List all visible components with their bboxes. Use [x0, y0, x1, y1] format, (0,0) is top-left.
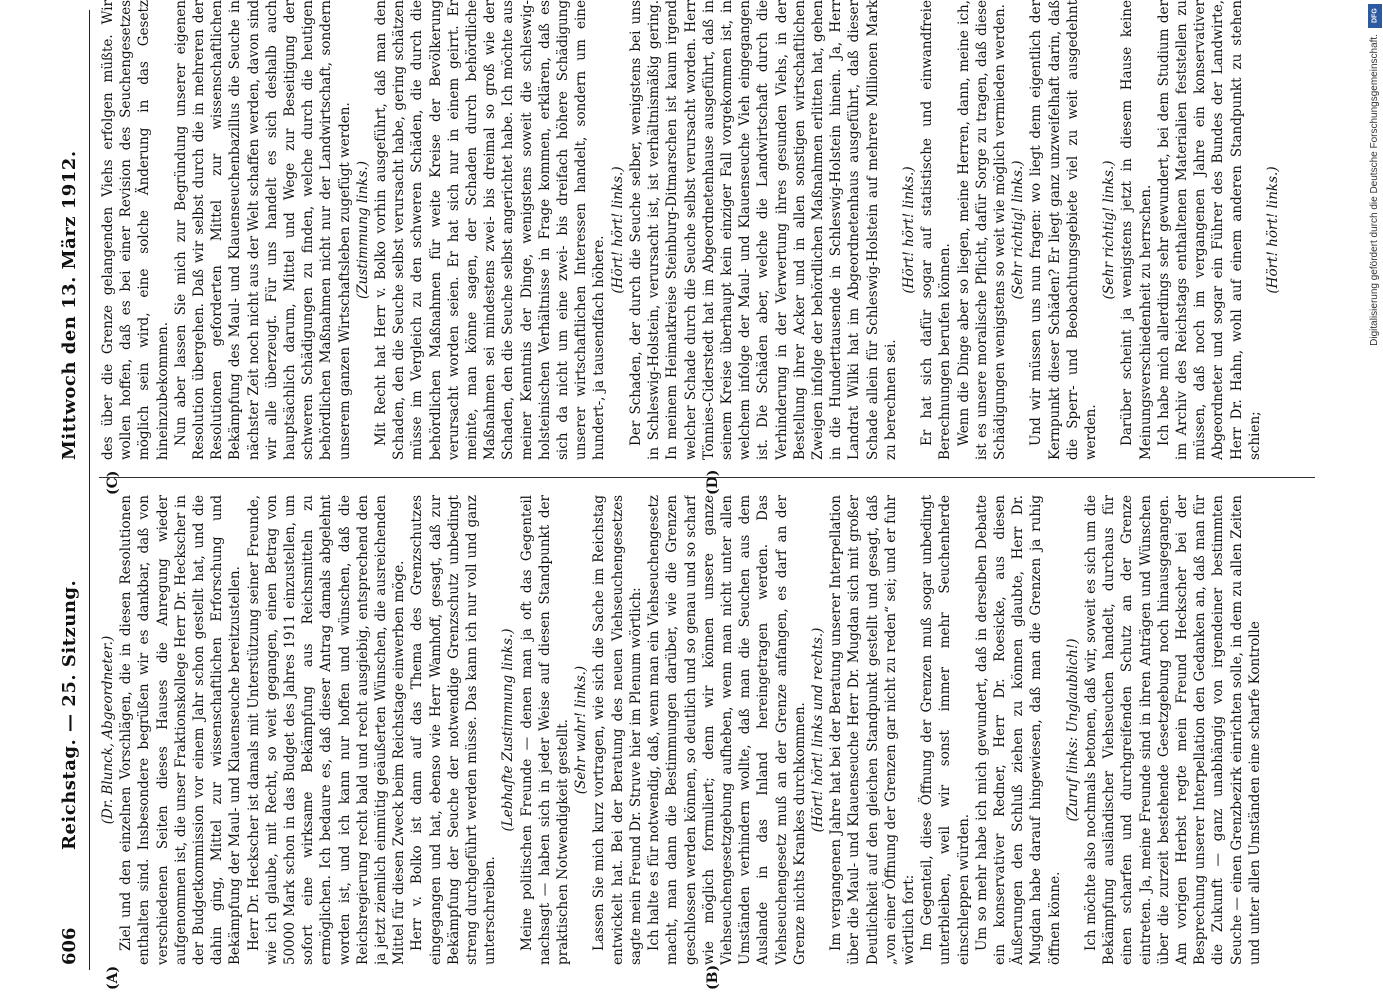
interjection: (Hört! hört! links.)	[609, 166, 626, 294]
paragraph: des über die Grenze gelangenden Viehs erfolgen müßte. Wir wollen hoffen, daß es bei einer Revision des Seuchengesetzes möglich sein wird, eine solche Änderung in das Gesetz hineinzubekommen.	[100, 0, 171, 460]
paragraph: Lassen Sie mich kurz vortragen, wie sich die Sache im Reichstag entwickelt hat. Bei der Beratung des neuen Viehseuchengesetzes sagte mein Freund Dr. Struve hier im Plenum wörtlich:	[591, 495, 644, 965]
interjection: (Sehr wahr! links.)	[573, 665, 590, 795]
margin-mark-a: (A)	[105, 965, 121, 990]
left-column	[99, 495, 1315, 965]
interjection: (Hört! hört! links.)	[1265, 166, 1281, 294]
interjection: (Lebhafte Zustimmung links.)	[500, 628, 517, 832]
paragraph: Meine politischen Freunde — denen man ja oft das Gegenteil nachsagt — haben sich in jeder Weise auf diesen Standpunkt der praktischen Notwendigkeit gestellt.	[518, 495, 572, 965]
digitization-note: Digitalisierung gefördert durch die Deutsche Forschungsgemeinschaft.	[1369, 34, 1380, 346]
interjection: (Zustimmung links.)	[354, 161, 371, 299]
margin-mark-c: (C)	[105, 470, 121, 495]
paragraph: Ziel und den einzelnen Vorschlägen, die in diesen Resolutionen enthalten sind. Insbesondere begrüßen wir es dankbar, daß von verschiedenen Seiten dieses Hauses die Anregung wieder aufgenommen ist, die unser Fraktionskollege Herr Dr. Heckscher in der Budgetkommission vor einem Jahr schon gestellt hat, und die dahin ging, Mittel zur wissenschaftlichen Erforschung und Bekämpfung der Maul- und Klauenseuche bereitzustellen.	[118, 495, 244, 965]
speaker-label: (Dr. Blunck, Abgeordneter.)	[100, 635, 116, 825]
paragraph: Ich habe mich allerdings sehr gewundert, bei dem Studium der im Archiv des Reichstags enthaltenen Materialien feststellen zu müssen, daß noch im vergangenen Jahre ein konservativer Abgeordneter und sogar ein Führer des Bundes der Landwirte, Herr Dr. Hahn, wohl auf einem anderen Standpunkt zu stehen schien;	[1155, 0, 1263, 460]
paragraph: Um so mehr habe ich mich gewundert, daß in derselben Debatte ein konservativer Redner, Herr Dr. Roesicke, aus diesen Äußerungen den Schluß ziehen zu können glaubte, Herr Dr. Mugdan habe darauf hingewiesen, daß man die Grenzen ja ruhig öffnen könne.	[973, 495, 1063, 965]
page-number: 606	[59, 927, 80, 965]
quotation: Ich halte es für notwendig, daß, wenn man ein Viehseuchengesetz macht, man dann die Bestimmungen darüber, wie die Grenzen geschlossen werden können, so deutlich und so genau und so scharf wie möglich formuliert; denn wir können unsere ganze Viehseuchengesetzgebung aufheben, wenn man nicht unter allen Umständen verhindern wollte, daß man die Seuchen aus dem Auslande in das Inland hereingetragen werden. Das Viehseuchengesetz muß an der Grenze anfangen, es darf an der Grenze nichts Krankes durchkommen.	[646, 495, 808, 965]
paragraph: Und wir müssen uns nun fragen: wo liegt denn eigentlich der Kernpunkt dieser Schäden? Er liegt ganz unzweifelhaft darin, daß die Sperr- und Beobachtungsgebiete viel zu weit ausgedehnt werden.	[1028, 0, 1099, 460]
document-page	[55, 0, 1325, 1000]
margin-mark-b: (B)	[705, 964, 721, 990]
paragraph: Nun aber lassen Sie mich zur Begründung unserer eigenen Resolution übergehen. Daß wir selbst durch die in mehreren der Resolutionen geforderten Mittel zur wissenschaftlichen Bekämpfung des Maul- und Klauenseuchenbazillus die Seuche in nächster Zeit noch nicht aus der Welt schaffen werden, davon sind wir alle überzeugt. Für uns handelt es sich deshalb auch hauptsächlich darum, Mittel und Wege zur Beseitigung der schweren Schädigungen zu finden, welche durch die heutigen behördlichen Maßnahmen nicht nur der Landwirtschaft, sondern unserem ganzen Wirtschaftsleben zugefügt werden.	[172, 0, 353, 460]
paragraph: Mit Recht hat Herr v. Bolko vorhin ausgeführt, daß man den Schaden, den die Seuche selbst verursacht habe, gering schätzen müsse im Vergleich zu den schweren Schäden, die durch die behördlichen Maßnahmen für weite Kreise der Bevölkerung verursacht worden seien. Er hat sich nur in einem geirrt. Er meinte, man könne sagen, der Schaden durch behördliche Maßnahmen sei mindestens zwei- bis dreimal so groß wie der Schaden, den die Seuche selbst angerichtet habe. Ich möchte aus meiner Kenntnis der Dinge, wenigstens soweit die schleswig-holsteinischen Verhältnisse in Frage kommen, erklären, daß es sich da nicht um eine zwei- bis dreifach höhere Schädigung unserer wirtschaftlichen Interessen handelt, sondern um eine hundert-, ja tausendfach höhere.	[373, 0, 608, 460]
paragraph: Herr Dr. Heckscher ist damals mit Unterstützung seiner Freunde, wie ich glaube, mit Recht, so weit gegangen, einen Betrag von 50000 Mark schon in das Budget des Jahres 1911 einzustellen, um sofort eine wirksame Bekämpfung aus Reichsmitteln zu ermöglichen. Ich bedaure es, daß dieser Antrag damals abgelehnt worden ist, und ich kann nur hoffen und wünschen, daß die Reichsregierung recht bald und recht ausgiebig, entsprechend den ja jetzt ziemlich einmütig geäußerten Wünschen, die ausreichenden Mittel für diesen Zweck beim Reichstage einwerben möge.	[245, 495, 408, 965]
header-rule	[89, 10, 90, 970]
interjection: (Sehr richtig! links.)	[1010, 160, 1027, 300]
paragraph: Darüber scheint ja wenigstens jetzt in diesem Hause keine Meinungsverschiedenheit zu herrschen.	[1119, 0, 1154, 460]
page-header	[55, 0, 85, 1000]
margin-mark-d: (D)	[705, 469, 721, 495]
paragraph: Der Schaden, der durch die Seuche selber, wenigstens bei uns in Schleswig-Holstein, verursacht ist, ist verhältnismäßig gering. In meinem Heimatkreise Steinburg-Ditmarschen ist kaum irgend welcher Schade durch die Seuche selbst verursacht worden. Herr Tönnies-Ciderstedt hat im Abgeordnetenhause ausgeführt, daß in seinem Kreise überhaupt kein einziger Fall vorgekommen ist, in welchem infolge der Maul- und Klauenseuche Vieh eingegangen ist. Die Schäden aber, welche die Landwirtschaft durch die Verhinderung in der Verwertung ihres gesunden Viehs, in der Bestellung ihrer Acker und in allen sonstigen wirtschaftlichen Zweigen infolge der behördlichen Maßnahmen erlitten hat, gehen in die Hunderttausende in Schleswig-Holstein hinein. Ja, Herr Landrat Wilki hat im Abgeordnetenhaus ausgeführt, daß dieser Schade allein für Schleswig-Holstein auf mehrere Millionen Mark zu berechnen sei.	[627, 0, 899, 460]
paragraph: Er hat sich dafür sogar auf statistische und einwandfreie Berechnungen berufen können.	[919, 0, 954, 460]
paragraph: Ich möchte also nochmals betonen, daß wir, soweit es sich um die Bekämpfung ausländischer Viehseuchen handelt, durchaus für einen scharfen und durchgreifenden Schutz an der Grenze eintreten. Ja, meine Freunde sind in ihren Anträgen und Wünschen über die zurzeit bestehende Gesetzgebung noch hinausgegangen. Am vorigen Herbst regte mein Freund Heckscher bei der Besprechung unserer Interpellation den Gedanken an, daß man für die Zukunft — ganz unabhängig von irgendeiner bestimmten Seuche — einen Grenzbezirk einrichten solle, in dem zu allen Zeiten und unter allen Umständen eine scharfe Kontrolle	[1082, 495, 1263, 965]
column-divider	[99, 477, 1315, 478]
interjection: (Zuruf links: Unglaublich!)	[1064, 638, 1081, 822]
paragraph: Wenn die Dinge aber so liegen, meine Herren, dann, meine ich, ist es unsere moralische Pflicht, dafür Sorge zu tragen, daß diese Schädigungen wenigstens so weit wie möglich vermieden werden.	[955, 0, 1008, 460]
dfg-logo: DFG	[1368, 4, 1382, 28]
paragraph: Im vergangenen Jahre hat bei der Beratung unserer Interpellation über die Maul- und Klauenseuche Herr Dr. Mugdan sich mit großer Deutlichkeit auf den gleichen Standpunkt gestellt und gesagt, daß „von einer Öffnung der Grenzen gar nicht zu reden“ sei; und er fuhr wörtlich fort:	[828, 495, 917, 965]
running-head: Reichstag. — 25. Sitzung.	[59, 579, 80, 850]
interjection: (Hört! hört! links und rechts.)	[809, 627, 826, 833]
interjection: (Sehr richtig! links.)	[1101, 160, 1118, 300]
right-column	[99, 0, 1315, 460]
session-date: Mittwoch den 13. März 1912.	[59, 150, 80, 460]
quotation: Im Gegenteil, diese Öffnung der Grenzen muß sogar unbedingt unterbleiben, weil wir sonst immer mehr Seuchenherde einschleppen würden.	[919, 495, 972, 965]
paragraph: Herr v. Bolko ist dann auf das Thema des Grenzschutzes eingegangen und hat, ebenso wie Herr Wamhoff, gesagt, daß zur Bekämpfung der Seuche der notwendige Grenzschutz unbedingt streng durchgeführt werden müsse. Das kann ich nur voll und ganz unterschreiben.	[409, 495, 499, 965]
interjection: (Hört! hört! links.)	[900, 166, 917, 294]
